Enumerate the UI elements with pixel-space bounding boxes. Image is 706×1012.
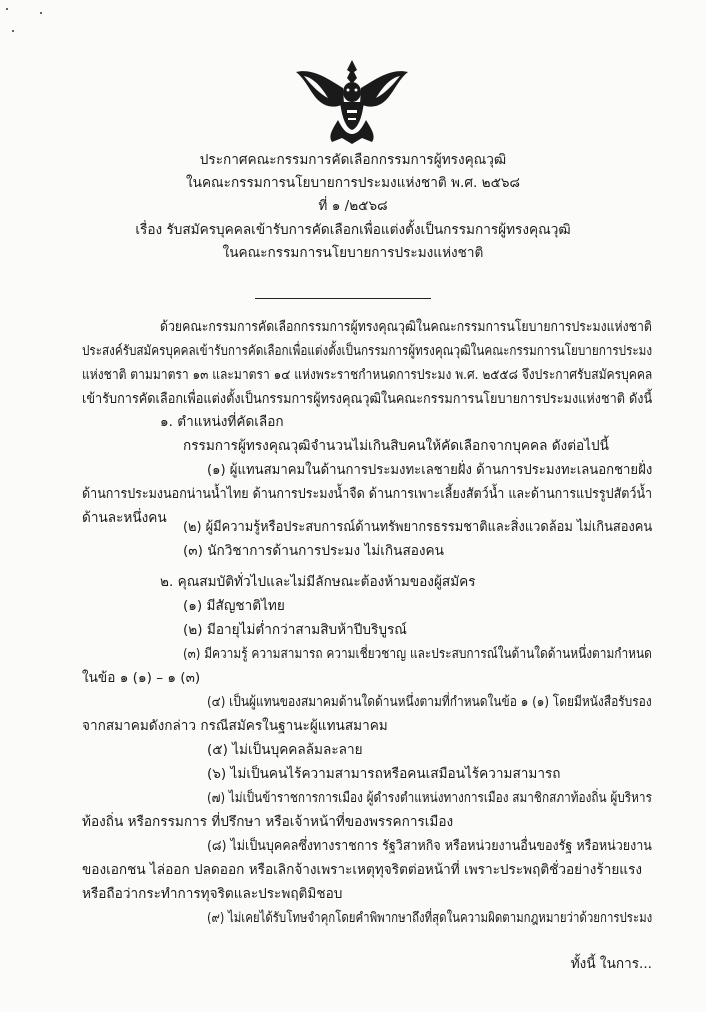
scan-speck (6, 8, 8, 10)
section-heading: ๑. ตำแหน่งที่คัดเลือก (160, 414, 284, 430)
body-line: ด้านละหนึ่งคน (82, 510, 167, 526)
body-line: ในข้อ ๑ (๑) – ๑ (๓) (82, 670, 201, 686)
page-continuation: ทั้งนี้ ในการ... (570, 956, 652, 972)
section-heading: ๒. คุณสมบัติทั่วไปและไม่มีลักษณะต้องห้ามของผู้สมัคร (160, 574, 476, 590)
subject-line: ในคณะกรรมการนโยบายการประมงแห่งชาติ (222, 245, 484, 261)
list-item: (๘) ไม่เป็นบุคคลซึ่งทางราชการ รัฐวิสาหกิจ หรือหน่วยงานอื่นของรัฐ หรือหน่วยงาน (207, 838, 652, 854)
body-line: หรือถือว่ากระทำการทุจริตและประพฤติมิชอบ (82, 886, 343, 902)
body-line: ด้วยคณะกรรมการคัดเลือกกรรมการผู้ทรงคุณวุฒิในคณะกรรมการนโยบายการประมงแห่งชาติ (160, 319, 652, 335)
body-line: ท้องถิ่น หรือกรรมการ ที่ปรึกษา หรือเจ้าหน้าที่ของพรรคการเมือง (82, 814, 454, 830)
list-item: (๗) ไม่เป็นข้าราชการการเมือง ผู้ดำรงตำแหน่งทางการเมือง สมาชิกสภาท้องถิ่น ผู้บริหาร (207, 790, 652, 806)
body-line: กรรมการผู้ทรงคุณวุฒิจำนวนไม่เกินสิบคนให้คัดเลือกจากบุคคล ดังต่อไปนี้ (183, 438, 609, 454)
title-line: ในคณะกรรมการนโยบายการประมงแห่งชาติ พ.ศ. ๒๕๖๘ (186, 175, 520, 191)
list-item: (๓) มีความรู้ ความสามารถ ความเชี่ยวชาญ และประสบการณ์ในด้านใดด้านหนึ่งตามกำหนด (183, 646, 652, 662)
title-line: ประกาศคณะกรรมการคัดเลือกกรรมการผู้ทรงคุณวุฒิ (199, 152, 507, 168)
garuda-emblem-icon (292, 58, 412, 144)
list-item: (๕) ไม่เป็นบุคคลล้มละลาย (207, 742, 363, 758)
list-item: (๖) ไม่เป็นคนไร้ความสามารถหรือคนเสมือนไร้ความสามารถ (207, 766, 561, 782)
subject-line: เรื่อง รับสมัครบุคคลเข้ารับการคัดเลือกเพื่อแต่งตั้งเป็นกรรมการผู้ทรงคุณวุฒิ (135, 222, 571, 238)
list-item: (๑) ผู้แทนสมาคมในด้านการประมงทะเลชายฝั่ง ด้านการประมงทะเลนอกชายฝั่ง (207, 462, 653, 478)
body-line: ของเอกชน ไล่ออก ปลดออก หรือเลิกจ้างเพราะเหตุทุจริตต่อหน้าที่ เพราะประพฤติชั่วอย่างร้ายแรง (82, 862, 643, 878)
list-item: (๓) นักวิชาการด้านการประมง ไม่เกินสองคน (183, 543, 444, 559)
list-item: (๙) ไม่เคยได้รับโทษจำคุกโดยคำพิพากษาถึงที่สุดในความผิดตามกฎหมายว่าด้วยการประมง (207, 910, 653, 926)
list-item: (๒) มีอายุไม่ต่ำกว่าสามสิบห้าปีบริบูรณ์ (183, 622, 407, 638)
body-line: ประสงค์รับสมัครบุคคลเข้ารับการคัดเลือกเพื่อแต่งตั้งเป็นกรรมการผู้ทรงคุณวุฒิในคณะกรรมการนโยบายการประมง (82, 343, 653, 359)
list-item: (๑) มีสัญชาติไทย (183, 598, 285, 614)
body-line: แห่งชาติ ตามมาตรา ๑๓ และมาตรา ๑๔ แห่งพระราชกำหนดการประมง พ.ศ. ๒๕๕๘ จึงประกาศรับสมัครบุคคล (82, 367, 653, 383)
body-line: จากสมาคมดังกล่าว กรณีสมัครในฐานะผู้แทนสมาคม (82, 718, 388, 734)
separator-line (255, 298, 431, 299)
list-item: (๔) เป็นผู้แทนของสมาคมด้านใดด้านหนึ่งตามที่กำหนดในข้อ ๑ (๑) โดยมีหนังสือรับรอง (207, 694, 652, 710)
body-line: เข้ารับการคัดเลือกเพื่อแต่งตั้งเป็นกรรมการผู้ทรงคุณวุฒิในคณะกรรมการนโยบายการประมงแห่งชาติ ดังนี้ (82, 391, 653, 407)
scan-speck (12, 30, 14, 32)
document-number: ที่ ๑ /๒๕๖๘ (318, 198, 388, 214)
list-item: (๒) ผู้มีความรู้หรือประสบการณ์ด้านทรัพยากรธรรมชาติและสิ่งแวดล้อม ไม่เกินสองคน (183, 519, 653, 535)
scan-speck (40, 12, 42, 14)
body-line: ด้านการประมงนอกน่านน้ำไทย ด้านการประมงน้ำจืด ด้านการเพาะเลี้ยงสัตว์น้ำ และด้านการแปรรูปสัตว์น้ำ (82, 486, 653, 502)
